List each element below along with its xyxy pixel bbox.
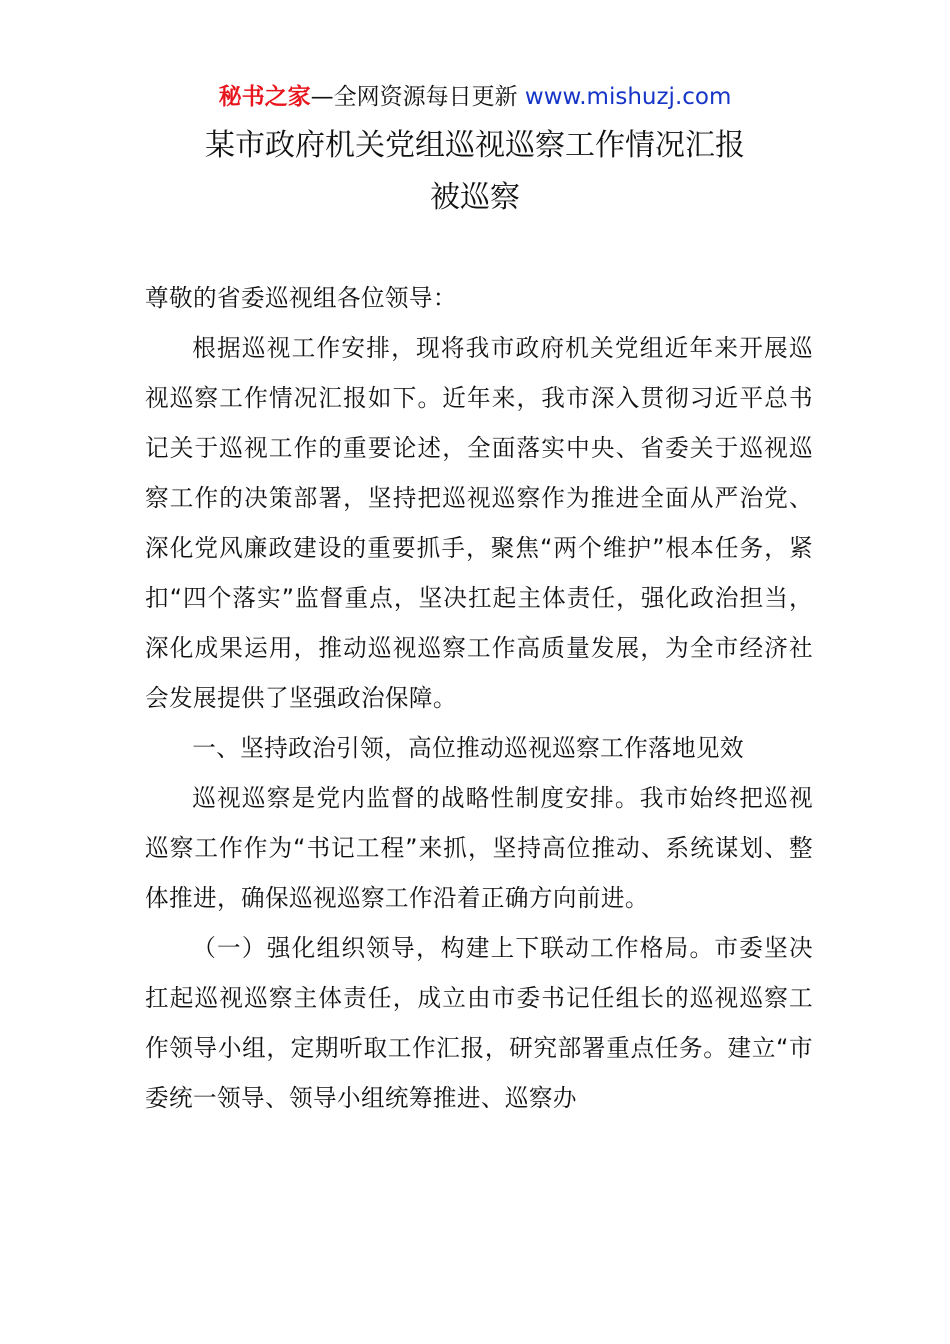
paragraph-section-1: 巡视巡察是党内监督的战略性制度安排。我市始终把巡视巡察工作作为“书记工程”来抓，坚持高位推动、系统谋划、整体推进，确保巡视巡察工作沿着正确方向前进。 xyxy=(145,784,813,912)
paragraph-subsection-1: （一）强化组织领导，构建上下联动工作格局。市委坚决扛起巡视巡察主体责任，成立由市委书记任组长的巡视巡察工作领导小组，定期听取工作汇报，研究部署重点任务。建立“市委统一领导、领导小组统筹推进、巡察办 xyxy=(145,934,813,1112)
banner-tagline: —全网资源每日更新 xyxy=(310,84,518,110)
section-heading-1: 一、坚持政治引领，高位推动巡视巡察工作落地见效 xyxy=(192,734,745,762)
paragraph-intro: 根据巡视工作安排，现将我市政府机关党组近年来开展巡视巡察工作情况汇报如下。近年来，我市深入贯彻习近平总书记关于巡视工作的重要论述，全面落实中央、省委关于巡视巡察工作的决策部署，坚持把巡视巡察作为推进全面从严治党、深化党风廉政建设的重要抓手，聚焦“两个维护”根本任务，紧扣“四个落实”监督重点，坚决扛起主体责任，强化政治担当，深化成果运用，推动巡视巡察工作高质量发展，为全市经济社会发展提供了坚强政治保障。 xyxy=(145,334,813,712)
document-title: 某市政府机关党组巡视巡察工作情况汇报 xyxy=(205,128,745,163)
site-banner xyxy=(0,80,950,114)
banner-brand: 秘书之家 xyxy=(218,84,311,110)
document-body xyxy=(145,273,813,1123)
salutation: 尊敬的省委巡视组各位领导： xyxy=(145,284,457,312)
banner-url[interactable]: www.mishuzj.com xyxy=(524,84,732,110)
document-subtitle: 被巡察 xyxy=(430,180,520,215)
